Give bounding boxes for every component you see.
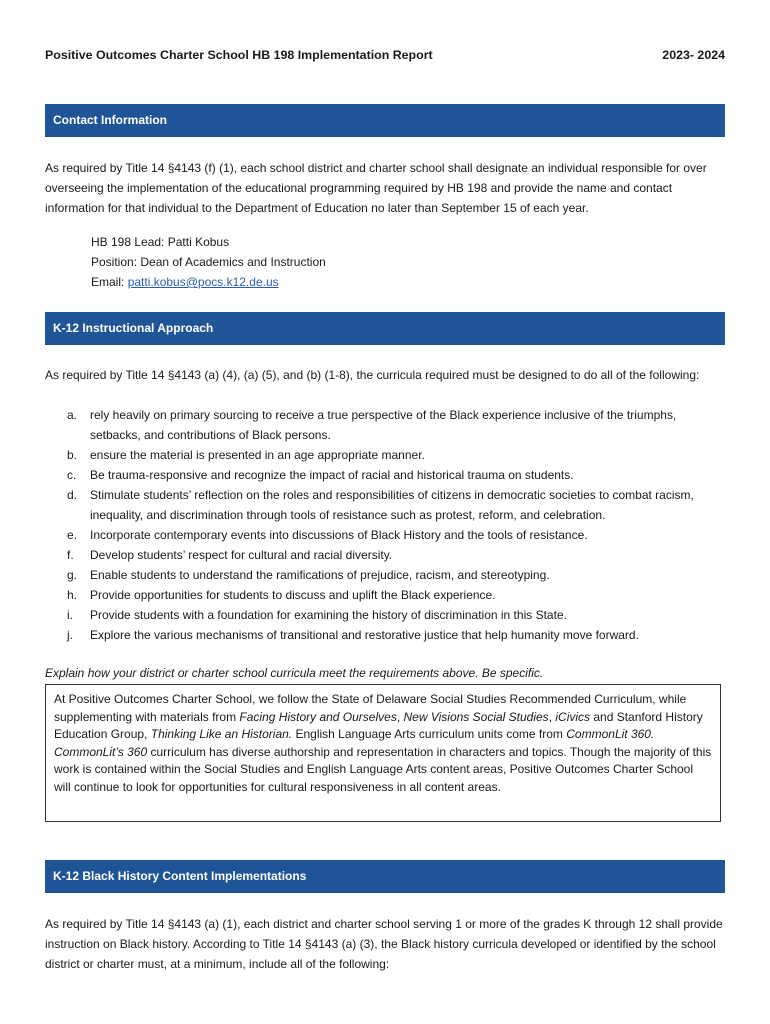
requirement-marker: e. <box>67 528 78 542</box>
report-title: Positive Outcomes Charter School HB 198 Implementation Report <box>45 48 433 62</box>
requirement-item <box>45 605 725 625</box>
response-italic: CommonLit 360. CommonLit’s 360 <box>54 727 655 759</box>
response-italic: iCivics <box>555 709 591 724</box>
response-text: At Positive Outcomes Charter School, we follow the State of Delaware Social Studies Recommended Curriculum, while supplementing with materials from <box>54 692 687 724</box>
response-italic: Thinking Like an Historian. <box>150 727 293 741</box>
page-header <box>45 48 725 66</box>
requirement-text: Be trauma-responsive and recognize the impact of racial and historical trauma on students. <box>90 468 574 482</box>
lead-email-line <box>91 272 326 292</box>
contact-information-heading: Contact Information <box>45 104 725 137</box>
requirement-text: Explore the various mechanisms of transitional and restorative justice that help humanity move forward. <box>90 628 639 642</box>
response-text: , <box>396 709 404 724</box>
requirement-item <box>45 625 725 645</box>
requirement-text: Provide opportunities for students to discuss and uplift the Black experience. <box>90 588 496 602</box>
response-text: , <box>548 709 556 724</box>
requirement-text: Stimulate students’ reflection on the roles and responsibilities of citizens in democratic societies to combat racism, inequality, and discrimination through tools of resistance such as protest, reform, and celebration. <box>90 488 694 522</box>
curricula-response-box <box>45 684 721 822</box>
requirement-text: Enable students to understand the ramifications of prejudice, racism, and stereotyping. <box>90 568 550 582</box>
requirement-item <box>45 405 725 445</box>
requirement-marker: a. <box>67 408 78 422</box>
requirement-marker: d. <box>67 488 78 502</box>
requirement-item <box>45 525 725 545</box>
requirement-marker: b. <box>67 448 78 462</box>
black-history-content-heading: K-12 Black History Content Implementations <box>45 860 725 893</box>
requirement-text: Incorporate contemporary events into discussions of Black History and the tools of resistance. <box>90 528 588 542</box>
requirement-marker: j. <box>67 628 73 642</box>
requirement-marker: i. <box>67 608 73 622</box>
requirement-item <box>45 585 725 605</box>
requirement-marker: f. <box>67 548 74 562</box>
email-link[interactable]: patti.kobus@pocs.k12.de.us <box>127 275 279 289</box>
response-text: English Language Arts curriculum units come from <box>292 727 567 741</box>
requirement-item <box>45 445 725 465</box>
requirements-list <box>45 405 725 645</box>
requirement-item <box>45 545 725 565</box>
black-history-intro-paragraph: As required by Title 14 §4143 (a) (1), each district and charter school serving 1 or more of the grades K through 12 shall provide instruction on Black history. According to Title 14 §4143 (a) (3), the Black history curricula developed or identified by the school district or charter must, at a minimum, include all of the following: <box>45 917 723 971</box>
requirement-text: rely heavily on primary sourcing to receive a true perspective of the Black experience inclusive of the triumphs, setbacks, and contributions of Black persons. <box>90 408 677 442</box>
email-label: Email: <box>91 275 128 289</box>
requirement-item <box>45 565 725 585</box>
instructional-approach-heading: K-12 Instructional Approach <box>45 312 725 345</box>
hb198-lead: HB 198 Lead: Patti Kobus <box>91 235 230 249</box>
requirement-marker: g. <box>67 568 78 582</box>
report-year: 2023- 2024 <box>662 48 725 62</box>
requirement-item <box>45 465 725 485</box>
requirement-text: Develop students’ respect for cultural and racial diversity. <box>90 548 393 562</box>
instructional-intro-paragraph: As required by Title 14 §4143 (a) (4), (a) (5), and (b) (1-8), the curricula required must be designed to do all of the following: <box>45 368 700 382</box>
response-text: and Stanford History Education Group, <box>54 709 703 741</box>
requirement-item <box>45 485 725 525</box>
contact-details <box>91 232 326 292</box>
explain-prompt: Explain how your district or charter school curricula meet the requirements above. Be specific. <box>45 666 544 680</box>
requirement-marker: c. <box>67 468 77 482</box>
requirement-marker: h. <box>67 588 78 602</box>
requirement-text: Provide students with a foundation for examining the history of discrimination in this State. <box>90 608 567 622</box>
contact-intro-paragraph: As required by Title 14 §4143 (f) (1), each school district and charter school shall designate an individual responsible for over overseeing the implementation of the educational programming required by HB 198 and provide the name and contact information for that individual to the Department of Education no later than September 15 of each year. <box>45 161 707 215</box>
response-italic: Facing History and Ourselves <box>239 709 397 724</box>
lead-position: Position: Dean of Academics and Instruction <box>91 255 326 269</box>
response-italic: New Visions Social Studies <box>403 709 549 724</box>
requirement-text: ensure the material is presented in an age appropriate manner. <box>90 448 425 462</box>
response-text: curriculum has diverse authorship and representation in characters and topics. Though the majority of this work is contained within the Social Studies and English Language Arts content areas, Positive Outcomes Charter School will continue to look for opportunities for cultural responsiveness in all content areas. <box>54 744 712 794</box>
